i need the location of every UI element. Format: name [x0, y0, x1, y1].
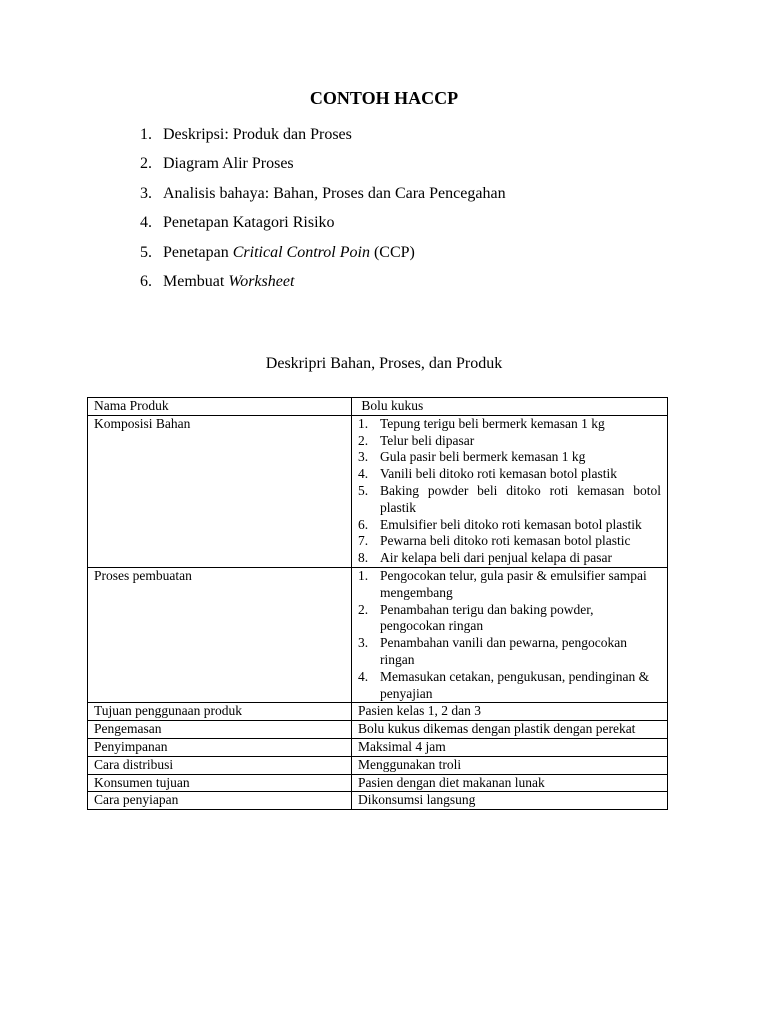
list-text: Tepung terigu beli bermerk kemasan 1 kg: [380, 415, 605, 431]
list-number: 4.: [358, 668, 369, 684]
list-text: Air kelapa beli dari penjual kelapa di pasar: [380, 550, 613, 566]
toc-item: [140, 184, 506, 213]
toc-number: 4.: [140, 214, 152, 232]
table-row: [88, 756, 668, 774]
list-text: Vanili beli ditoko roti kemasan botol plastik: [380, 466, 617, 482]
list-item: [358, 416, 661, 433]
row-label: Pengemasan: [88, 721, 352, 739]
list-number: 1.: [358, 567, 369, 583]
toc-text: Diagram Alir Proses: [163, 155, 294, 173]
list-item: [358, 533, 661, 550]
toc-text-suffix: (CCP): [369, 243, 415, 261]
row-label: Nama Produk: [88, 398, 352, 416]
list-text: Pewarna beli ditoko roti kemasan botol plastic: [380, 533, 631, 549]
row-value: [352, 415, 668, 567]
toc-number: 2.: [140, 155, 152, 173]
table-row: [88, 415, 668, 567]
table-row: [88, 774, 668, 792]
row-value: Bolu kukus: [352, 398, 668, 416]
toc-text: Deskripsi: Produk dan Proses: [163, 126, 352, 143]
page-title: CONTOH HACCP: [309, 88, 459, 108]
toc-item: [140, 243, 506, 272]
list-text: Telur beli dipasar: [380, 432, 475, 448]
list-number: 1.: [358, 415, 369, 431]
list-number: 7.: [358, 533, 369, 549]
toc-item: [140, 272, 506, 301]
row-label: Proses pembuatan: [88, 567, 352, 702]
process-list: [358, 568, 661, 702]
table-row: [88, 792, 668, 810]
list-text: Baking powder beli ditoko roti kemasan botol plastik: [380, 482, 661, 515]
row-label: Penyimpanan: [88, 738, 352, 756]
toc-list: [140, 125, 506, 301]
toc-text: [163, 243, 415, 272]
toc-text-italic: Critical Control Poin: [232, 243, 370, 261]
row-value: Pasien dengan diet makanan lunak: [352, 774, 668, 792]
list-item: [358, 550, 661, 567]
list-number: 2.: [358, 601, 369, 617]
table-row: [88, 703, 668, 721]
row-label: Cara distribusi: [88, 756, 352, 774]
toc-text-italic: Worksheet: [228, 272, 295, 290]
list-item: [358, 602, 661, 636]
list-item: [358, 449, 661, 466]
row-value: Bolu kukus dikemas dengan plastik dengan perekat: [352, 721, 668, 739]
table-row: [88, 738, 668, 756]
list-text: Memasukan cetakan, pengukusan, pendinginan & penyajian: [380, 668, 650, 701]
list-number: 3.: [358, 635, 369, 651]
row-value: Dikonsumsi langsung: [352, 792, 668, 810]
list-number: 2.: [358, 432, 369, 448]
composition-list: [358, 416, 661, 567]
table-row: [88, 567, 668, 702]
toc-text: [163, 272, 294, 301]
row-value: Pasien kelas 1, 2 dan 3: [352, 703, 668, 721]
list-item: [358, 635, 661, 669]
row-label: Tujuan penggunaan produk: [88, 703, 352, 721]
table-row: [88, 721, 668, 739]
toc-text: Analisis bahaya: Bahan, Proses dan Cara Pencegahan: [163, 184, 506, 202]
toc-number: 5.: [140, 243, 152, 261]
list-item: [358, 466, 661, 483]
toc-number: 3.: [140, 184, 152, 202]
toc-text-plain: Membuat: [163, 272, 229, 290]
toc-item: [140, 125, 506, 154]
toc-item: [140, 154, 506, 183]
list-text: Penambahan terigu dan baking powder, pengocokan ringan: [380, 601, 594, 634]
description-table: [87, 397, 668, 810]
toc-number: 6.: [140, 272, 152, 290]
list-text: Gula pasir beli bermerk kemasan 1 kg: [380, 449, 586, 465]
row-label: Konsumen tujuan: [88, 774, 352, 792]
row-value: [352, 567, 668, 702]
list-item: [358, 568, 661, 602]
table-title: Deskripri Bahan, Proses, dan Produk: [265, 355, 503, 372]
toc-text: Penetapan Katagori Risiko: [163, 214, 335, 232]
list-number: 3.: [358, 449, 369, 465]
row-value: Menggunakan troli: [352, 756, 668, 774]
list-number: 6.: [358, 516, 369, 532]
list-text: Penambahan vanili dan pewarna, pengocokan ringan: [380, 635, 628, 667]
list-item: [358, 433, 661, 450]
list-text: Pengocokan telur, gula pasir & emulsifier sampai mengembang: [380, 567, 647, 600]
table-row: [88, 398, 668, 416]
toc-item: [140, 213, 506, 242]
list-number: 8.: [358, 550, 369, 566]
list-item: [358, 669, 661, 703]
toc-text-plain: Penetapan: [163, 243, 233, 261]
list-text: Emulsifier beli ditoko roti kemasan botol plastik: [380, 516, 642, 532]
row-value: Maksimal 4 jam: [352, 738, 668, 756]
list-item: [358, 517, 661, 534]
list-item: [358, 483, 661, 517]
list-number: 5.: [358, 482, 369, 498]
row-label: Cara penyiapan: [88, 792, 352, 810]
row-label: Komposisi Bahan: [88, 415, 352, 567]
list-number: 4.: [358, 466, 369, 482]
toc-number: 1.: [140, 126, 152, 143]
